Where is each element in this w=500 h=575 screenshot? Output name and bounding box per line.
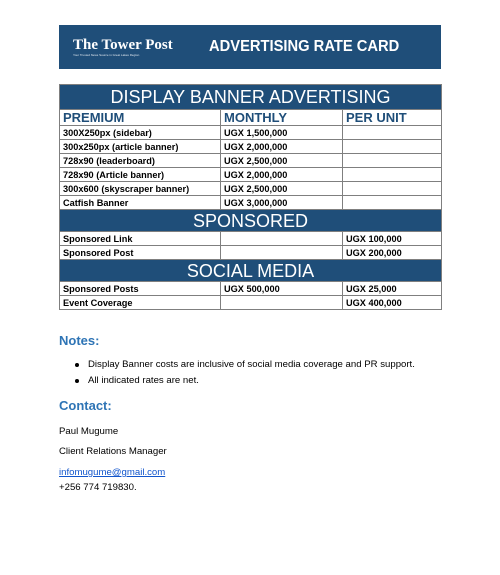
tower-post-logo bbox=[59, 38, 209, 57]
table-row bbox=[60, 140, 442, 154]
contact-phone: +256 774 719830. bbox=[59, 482, 137, 493]
table-cell: 728x90 (Article banner) bbox=[60, 168, 221, 182]
table-cell bbox=[343, 168, 442, 182]
table-row bbox=[60, 154, 442, 168]
notes-list bbox=[75, 357, 415, 389]
contact-email-link[interactable]: infomugume@gmail.com bbox=[59, 467, 166, 478]
table-cell: UGX 500,000 bbox=[221, 282, 343, 296]
table-cell: Sponsored Post bbox=[60, 246, 221, 260]
table-cell: UGX 3,000,000 bbox=[221, 196, 343, 210]
table-cell: UGX 2,500,000 bbox=[221, 154, 343, 168]
table-cell: 300x600 (skyscraper banner) bbox=[60, 182, 221, 196]
column-header: PER UNIT bbox=[343, 110, 442, 126]
page-title: ADVERTISING RATE CARD bbox=[209, 38, 400, 55]
logo-wordmark: The Tower Post bbox=[73, 36, 173, 53]
table-cell: UGX 25,000 bbox=[343, 282, 442, 296]
contact-name: Paul Mugume bbox=[59, 426, 119, 437]
table-row bbox=[60, 296, 442, 310]
section-social-media-label: SOCIAL MEDIA bbox=[60, 260, 442, 282]
table-cell: UGX 400,000 bbox=[343, 296, 442, 310]
table-cell: UGX 2,000,000 bbox=[221, 140, 343, 154]
table-row bbox=[60, 196, 442, 210]
section-social-media bbox=[60, 260, 442, 282]
section-display-banner-label: DISPLAY BANNER ADVERTISING bbox=[60, 85, 442, 110]
table-cell: Event Coverage bbox=[60, 296, 221, 310]
table-cell: UGX 1,500,000 bbox=[221, 126, 343, 140]
rate-table-body bbox=[60, 85, 442, 310]
table-row bbox=[60, 232, 442, 246]
table-cell bbox=[221, 246, 343, 260]
table-row bbox=[60, 246, 442, 260]
table-row bbox=[60, 126, 442, 140]
table-cell bbox=[343, 126, 442, 140]
table-cell: UGX 2,500,000 bbox=[221, 182, 343, 196]
table-cell: Catfish Banner bbox=[60, 196, 221, 210]
table-cell: Sponsored Posts bbox=[60, 282, 221, 296]
section-display-banner bbox=[60, 85, 442, 110]
table-cell: UGX 200,000 bbox=[343, 246, 442, 260]
section-sponsored bbox=[60, 210, 442, 232]
table-cell: UGX 100,000 bbox=[343, 232, 442, 246]
table-cell bbox=[343, 154, 442, 168]
table-cell: 300x250px (article banner) bbox=[60, 140, 221, 154]
column-header-row bbox=[60, 110, 442, 126]
table-cell bbox=[343, 182, 442, 196]
notes-heading: Notes: bbox=[59, 333, 100, 348]
contact-heading: Contact: bbox=[59, 398, 112, 413]
notes-item: All indicated rates are net. bbox=[75, 373, 415, 389]
table-cell: Sponsored Link bbox=[60, 232, 221, 246]
table-row bbox=[60, 282, 442, 296]
column-header: MONTHLY bbox=[221, 110, 343, 126]
table-row bbox=[60, 182, 442, 196]
table-row bbox=[60, 168, 442, 182]
table-cell: 300X250px (sidebar) bbox=[60, 126, 221, 140]
table-cell bbox=[221, 232, 343, 246]
contact-role: Client Relations Manager bbox=[59, 446, 167, 457]
column-header: PREMIUM bbox=[60, 110, 221, 126]
section-sponsored-label: SPONSORED bbox=[60, 210, 442, 232]
table-cell: UGX 2,000,000 bbox=[221, 168, 343, 182]
header-banner bbox=[59, 25, 441, 69]
rate-table bbox=[59, 84, 442, 310]
table-cell: 728x90 (leaderboard) bbox=[60, 154, 221, 168]
notes-item: Display Banner costs are inclusive of social media coverage and PR support. bbox=[75, 357, 415, 373]
logo-tagline: Your Trusted News Source in Great Lakes Region bbox=[73, 52, 140, 57]
table-cell bbox=[343, 196, 442, 210]
table-cell bbox=[343, 140, 442, 154]
table-cell bbox=[221, 296, 343, 310]
